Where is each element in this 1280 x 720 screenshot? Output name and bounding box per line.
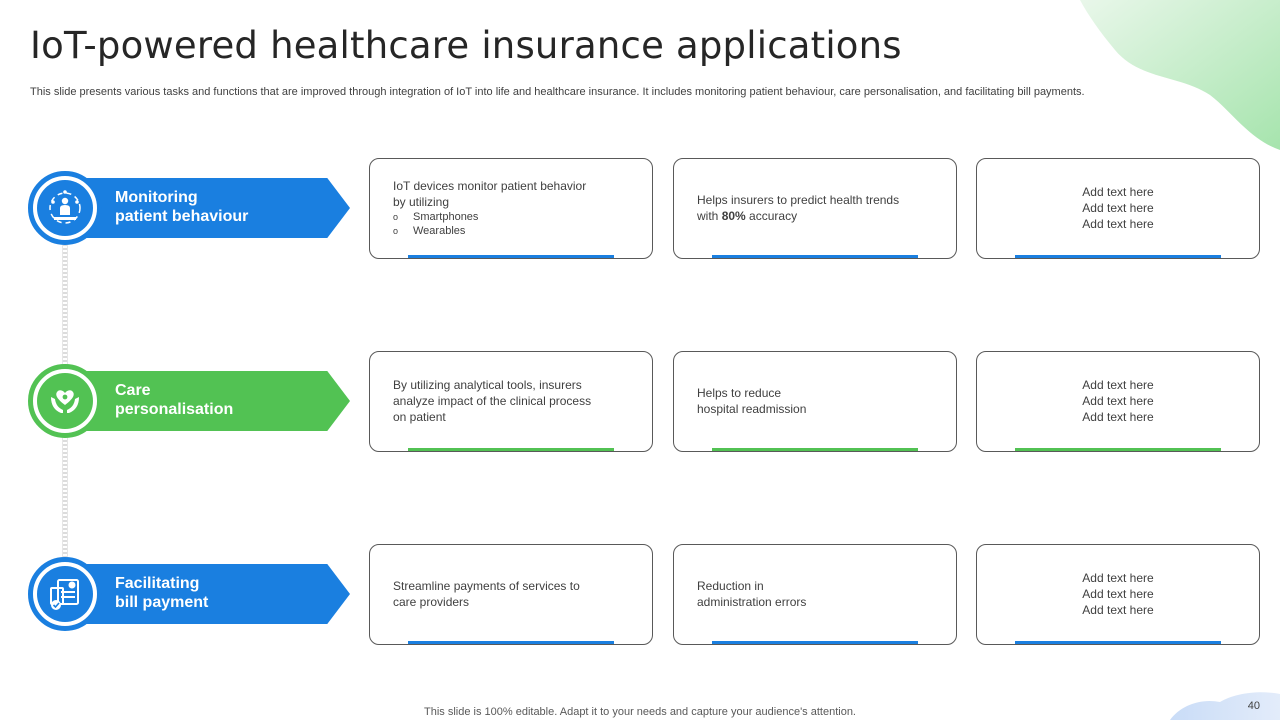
info-card: IoT devices monitor patient behavior by utilizing o Smartphones o Wearables bbox=[369, 158, 653, 259]
category-icon-circle bbox=[28, 171, 102, 245]
card-accent-bar bbox=[408, 448, 614, 451]
placeholder-card: Add text here Add text here Add text here bbox=[976, 158, 1260, 259]
placeholder-card: Add text here Add text here Add text here bbox=[976, 544, 1260, 645]
decorative-blob-top bbox=[1080, 0, 1280, 150]
card-accent-bar bbox=[712, 641, 918, 644]
list-item: o Wearables bbox=[393, 224, 466, 237]
card-accent-bar bbox=[408, 641, 614, 644]
heart-hands-icon bbox=[45, 381, 85, 421]
info-card: Reduction in administration errors bbox=[673, 544, 957, 645]
category-label: Care personalisation bbox=[115, 382, 234, 418]
card-accent-bar bbox=[408, 255, 614, 258]
card-accent-bar bbox=[712, 255, 918, 258]
info-card: By utilizing analytical tools, insurers analyze impact of the clinical process on patient bbox=[369, 351, 653, 452]
card-accent-bar bbox=[1015, 255, 1221, 258]
card-accent-bar bbox=[1015, 641, 1221, 644]
info-card: Helps insurers to predict health trends with 80% accuracy bbox=[673, 158, 957, 259]
info-card: Streamline payments of services to care providers bbox=[369, 544, 653, 645]
card-accent-bar bbox=[712, 448, 918, 451]
row-bill-payment bbox=[0, 543, 1280, 645]
category-icon-circle bbox=[28, 364, 102, 438]
list-item: o Smartphones bbox=[393, 210, 479, 223]
category-label: Facilitating bill payment bbox=[115, 575, 209, 611]
info-card: Helps to reduce hospital readmission bbox=[673, 351, 957, 452]
placeholder-card: Add text here Add text here Add text here bbox=[976, 351, 1260, 452]
category-label: Monitoring patient behaviour bbox=[115, 189, 249, 225]
patient-monitoring-icon bbox=[45, 188, 85, 228]
bill-payment-icon bbox=[45, 574, 85, 614]
row-care bbox=[0, 350, 1280, 452]
card-accent-bar bbox=[1015, 448, 1221, 451]
page-subtitle: This slide presents various tasks and functions that are improved through integration of IoT into life and healthcare insurance. It includes monitoring patient behaviour, care personalisation, and facilitating bill payments. bbox=[30, 86, 1085, 98]
page-number: 40 bbox=[1247, 700, 1260, 712]
page-title: IoT-powered healthcare insurance applications bbox=[30, 24, 902, 67]
row-monitoring bbox=[0, 157, 1280, 259]
category-icon-circle bbox=[28, 557, 102, 631]
footer-note: This slide is 100% editable. Adapt it to your needs and capture your audience's attention. bbox=[424, 706, 856, 718]
